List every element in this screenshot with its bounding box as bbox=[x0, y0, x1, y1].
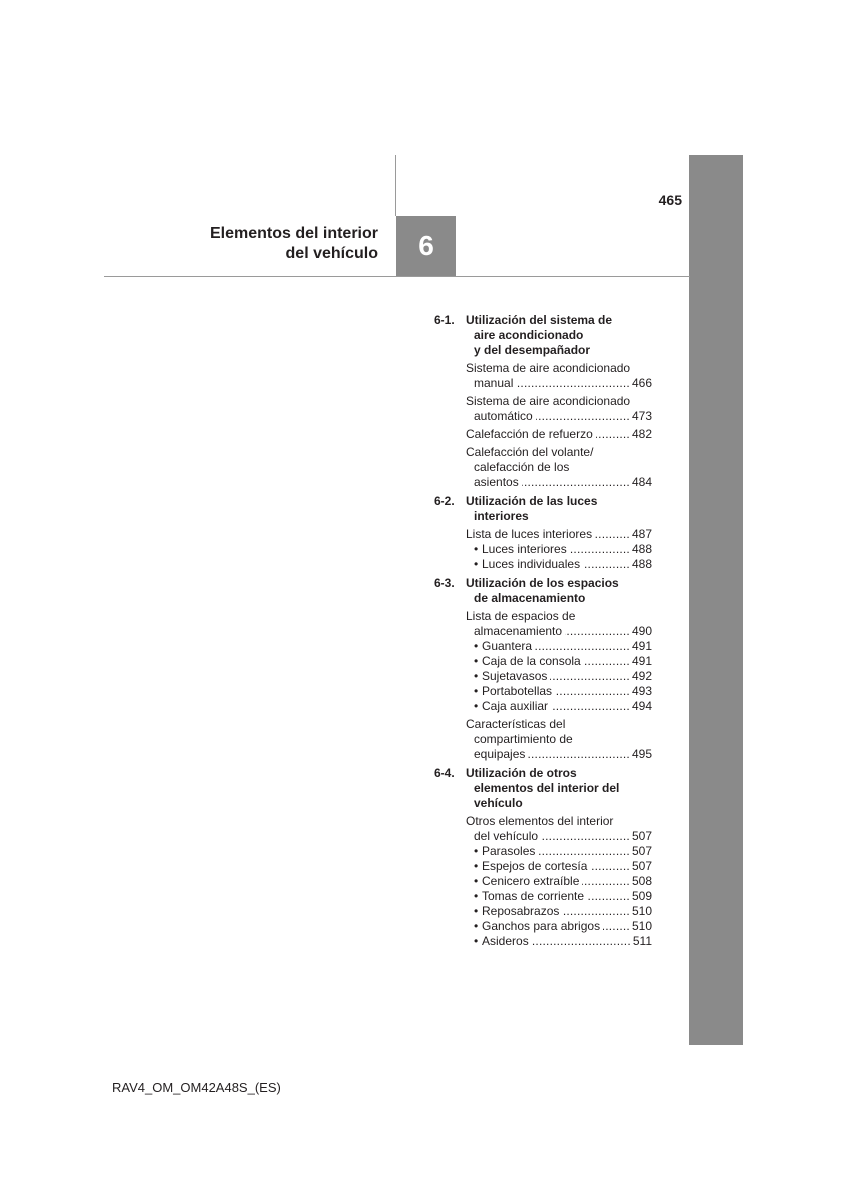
subitem-page-number: 510 bbox=[631, 919, 652, 933]
bullet: • bbox=[474, 654, 479, 668]
toc-subitem bbox=[466, 919, 652, 934]
section-title-line: vehículo bbox=[474, 796, 523, 810]
subitem-page-number: 491 bbox=[631, 654, 652, 668]
toc-subitem bbox=[466, 844, 652, 859]
chapter-number: 6 bbox=[418, 230, 434, 261]
subitem-page-number: 491 bbox=[631, 639, 652, 653]
entry-page-number: 487 bbox=[631, 527, 652, 541]
chapter-title bbox=[210, 224, 378, 264]
chapter-side-tab bbox=[689, 155, 743, 1045]
entry-label: almacenamiento bbox=[474, 624, 563, 638]
entry-label: manual bbox=[474, 376, 514, 390]
section-number: 6-1. bbox=[434, 313, 455, 327]
page-number: 465 bbox=[658, 192, 682, 208]
subitem-page-number: 494 bbox=[631, 699, 652, 713]
bullet: • bbox=[474, 557, 479, 571]
chapter-number-box bbox=[396, 216, 456, 276]
entry-page-number: 473 bbox=[631, 409, 652, 423]
section-heading bbox=[434, 576, 652, 606]
bullet: • bbox=[474, 684, 479, 698]
entry-line: calefacción de los bbox=[474, 460, 570, 474]
entry-line: Sistema de aire acondicionado bbox=[466, 394, 631, 408]
dot-leader bbox=[603, 919, 630, 934]
subitem-label: Ganchos para abrigos bbox=[482, 919, 601, 933]
subitem-label: Parasoles bbox=[482, 844, 536, 858]
entry-label: asientos bbox=[474, 475, 519, 489]
toc-section-6-2 bbox=[434, 494, 652, 572]
entry-line: Características del bbox=[466, 717, 566, 731]
subitem-page-number: 508 bbox=[631, 874, 652, 888]
toc-subitem bbox=[466, 889, 652, 904]
bullet: • bbox=[474, 542, 479, 556]
dot-leader bbox=[590, 859, 630, 874]
entry-line: Sistema de aire acondicionado bbox=[466, 361, 631, 375]
toc-subitem bbox=[466, 654, 652, 669]
section-title bbox=[466, 313, 612, 358]
table-of-contents bbox=[434, 313, 652, 949]
dot-leader bbox=[565, 624, 630, 639]
subitem-page-number: 492 bbox=[631, 669, 652, 683]
subitem-label: Espejos de cortesía bbox=[482, 859, 588, 873]
section-heading bbox=[434, 766, 652, 811]
chapter-title-line: del vehículo bbox=[285, 245, 378, 262]
entry-page-number: 495 bbox=[631, 747, 652, 761]
entry-last-line bbox=[466, 624, 652, 639]
toc-section-6-3 bbox=[434, 576, 652, 762]
bullet: • bbox=[474, 699, 479, 713]
section-title-line: elementos del interior del bbox=[474, 781, 620, 795]
toc-subitem bbox=[466, 639, 652, 654]
dot-leader bbox=[584, 654, 630, 669]
subitem-label: Cenicero extraíble bbox=[482, 874, 580, 888]
entry-page-number: 490 bbox=[631, 624, 652, 638]
dot-leader bbox=[536, 409, 630, 424]
toc-subitem bbox=[466, 904, 652, 919]
dot-leader bbox=[528, 747, 630, 762]
section-title-line: Utilización de otros bbox=[466, 766, 577, 780]
section-number: 6-3. bbox=[434, 576, 455, 590]
toc-entry bbox=[466, 361, 652, 391]
entry-line: compartimiento de bbox=[474, 732, 573, 746]
toc-entry bbox=[466, 609, 652, 714]
subitem-label: Luces interiores bbox=[482, 542, 567, 556]
dot-leader bbox=[532, 934, 631, 949]
subitem-label: Sujetavasos bbox=[482, 669, 548, 683]
entry-line: Calefacción del volante/ bbox=[466, 445, 594, 459]
document-footer-code: RAV4_OM_OM42A48S_(ES) bbox=[112, 1080, 281, 1095]
dot-leader bbox=[550, 669, 630, 684]
toc-entry bbox=[466, 394, 652, 424]
entry-label: automático bbox=[474, 409, 533, 423]
dot-leader bbox=[555, 684, 630, 699]
section-heading bbox=[434, 313, 652, 358]
subitem-page-number: 510 bbox=[631, 904, 652, 918]
section-title bbox=[466, 576, 619, 606]
bullet: • bbox=[474, 639, 479, 653]
subitem-page-number: 488 bbox=[631, 557, 652, 571]
entry-last-line bbox=[466, 427, 652, 442]
subitem-page-number: 509 bbox=[631, 889, 652, 903]
bullet: • bbox=[474, 889, 479, 903]
dot-leader bbox=[587, 889, 630, 904]
entry-label: del vehículo bbox=[474, 829, 539, 843]
toc-entry bbox=[466, 427, 652, 442]
toc-entry bbox=[466, 445, 652, 490]
toc-entry bbox=[466, 527, 652, 572]
toc-subitem bbox=[466, 699, 652, 714]
entry-last-line bbox=[466, 829, 652, 844]
subitem-page-number: 493 bbox=[631, 684, 652, 698]
entry-last-line bbox=[466, 747, 652, 762]
subitem-page-number: 511 bbox=[632, 934, 652, 948]
entry-label: equipajes bbox=[474, 747, 526, 761]
dot-leader bbox=[582, 874, 630, 889]
toc-entry bbox=[466, 717, 652, 762]
bullet: • bbox=[474, 904, 479, 918]
section-number: 6-4. bbox=[434, 766, 455, 780]
dot-leader bbox=[562, 904, 630, 919]
bullet: • bbox=[474, 919, 479, 933]
dot-leader bbox=[551, 699, 630, 714]
chapter-title-line: Elementos del interior bbox=[209, 225, 378, 242]
entry-page-number: 507 bbox=[631, 829, 652, 843]
toc-section-6-4 bbox=[434, 766, 652, 949]
section-title-line: interiores bbox=[474, 509, 529, 523]
subitem-label: Luces individuales bbox=[482, 557, 581, 571]
section-title bbox=[466, 766, 619, 811]
section-title bbox=[466, 494, 597, 524]
entry-label: Lista de luces interiores bbox=[466, 527, 593, 541]
subitem-page-number: 507 bbox=[631, 859, 652, 873]
section-title-line: de almacenamiento bbox=[474, 591, 586, 605]
dot-leader bbox=[596, 427, 630, 442]
section-title-line: y del desempañador bbox=[474, 343, 591, 357]
dot-leader bbox=[538, 844, 630, 859]
section-title-line: Utilización de las luces bbox=[466, 494, 598, 508]
bullet: • bbox=[474, 874, 479, 888]
dot-leader bbox=[583, 557, 630, 572]
entry-line: Lista de espacios de bbox=[466, 609, 576, 623]
section-number: 6-2. bbox=[434, 494, 455, 508]
toc-subitem bbox=[466, 859, 652, 874]
toc-section-6-1 bbox=[434, 313, 652, 490]
subitem-page-number: 507 bbox=[631, 844, 652, 858]
dot-leader bbox=[522, 475, 630, 490]
entry-page-number: 466 bbox=[631, 376, 652, 390]
dot-leader bbox=[595, 527, 630, 542]
toc-subitem bbox=[466, 934, 652, 949]
subitem-label: Asideros bbox=[482, 934, 529, 948]
bullet: • bbox=[474, 669, 479, 683]
subitem-label: Guantera bbox=[482, 639, 533, 653]
subitem-label: Caja auxiliar bbox=[482, 699, 549, 713]
dot-leader bbox=[570, 542, 630, 557]
toc-subitem bbox=[466, 542, 652, 557]
bullet: • bbox=[474, 859, 479, 873]
header-vertical-rule bbox=[395, 155, 396, 216]
header-horizontal-rule bbox=[104, 276, 690, 277]
entry-last-line bbox=[466, 376, 652, 391]
entry-last-line bbox=[466, 409, 652, 424]
toc-subitem bbox=[466, 669, 652, 684]
entry-last-line bbox=[466, 475, 652, 490]
entry-page-number: 484 bbox=[631, 475, 652, 489]
subitem-label: Portabotellas bbox=[482, 684, 553, 698]
section-title-line: aire acondicionado bbox=[474, 328, 584, 342]
bullet: • bbox=[474, 844, 479, 858]
dot-leader bbox=[541, 829, 630, 844]
subitem-page-number: 488 bbox=[631, 542, 652, 556]
entry-last-line bbox=[466, 527, 652, 542]
section-heading bbox=[434, 494, 652, 524]
toc-entry bbox=[466, 814, 652, 949]
dot-leader bbox=[535, 639, 630, 654]
toc-subitem bbox=[466, 557, 652, 572]
entry-line: Otros elementos del interior bbox=[466, 814, 614, 828]
section-title-line: Utilización del sistema de bbox=[466, 313, 613, 327]
subitem-label: Caja de la consola bbox=[482, 654, 581, 668]
subitem-label: Reposabrazos bbox=[482, 904, 560, 918]
entry-label: Calefacción de refuerzo bbox=[466, 427, 593, 441]
section-title-line: Utilización de los espacios bbox=[466, 576, 619, 590]
entry-page-number: 482 bbox=[631, 427, 652, 441]
toc-subitem bbox=[466, 874, 652, 889]
subitem-label: Tomas de corriente bbox=[482, 889, 585, 903]
toc-subitem bbox=[466, 684, 652, 699]
bullet: • bbox=[474, 934, 479, 948]
dot-leader bbox=[516, 376, 630, 391]
